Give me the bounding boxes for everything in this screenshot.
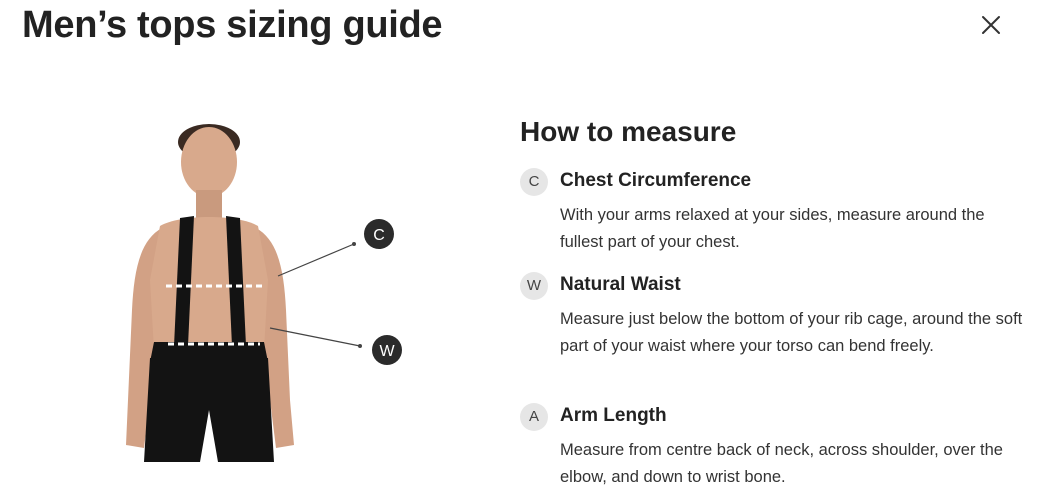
chest-marker-label: C [373,227,385,244]
measurement-description: Measure just below the bottom of your rib cage, around the soft part of your waist where your torso can bend freely. [560,310,1023,355]
how-to-measure-heading: How to measure [520,116,737,147]
chest-marker [364,219,394,249]
measurement-badge: C [520,168,548,196]
waist-marker-label: W [379,343,395,360]
waist-marker [372,335,402,365]
close-icon [976,10,1006,40]
measurement-title: Arm Length [560,405,667,426]
measurement-title: Chest Circumference [560,170,752,191]
measurement-illustration [110,110,440,470]
measurement-badge: W [520,272,548,300]
modal-title: Men’s tops sizing guide [22,4,443,46]
measurement-title: Natural Waist [560,274,681,295]
measurement-badge: A [520,403,548,431]
measurement-description: With your arms relaxed at your sides, measure around the fullest part of your chest. [560,206,985,251]
close-button[interactable] [976,10,1006,40]
measurement-description: Measure from centre back of neck, across shoulder, over the elbow, and down to wrist bone. [560,441,1003,486]
